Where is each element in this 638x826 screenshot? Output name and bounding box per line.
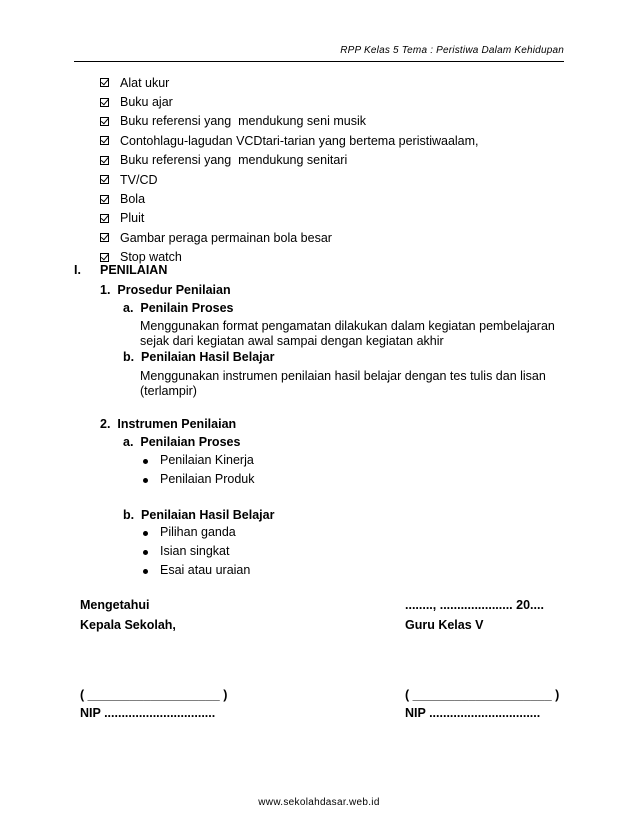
checklist-item: Stop watch <box>100 248 479 267</box>
signature-right-name-line: ( ____________________ ) <box>405 688 560 702</box>
tools-checklist <box>100 73 479 267</box>
signature-left-name-line: ( ___________________ ) <box>80 688 228 702</box>
signature-right-nip: NIP ................................ <box>405 706 541 720</box>
prosedur-a-heading: a. Penilain Proses <box>123 301 234 315</box>
instrumen-a-item: Penilaian Produk <box>160 472 255 486</box>
bullet-icon <box>143 459 148 464</box>
checklist-item: Pluit <box>100 209 479 228</box>
section-title: PENILAIAN <box>100 263 168 277</box>
header-rule <box>74 61 564 62</box>
instrumen-b-item: Esai atau uraian <box>160 563 251 577</box>
checklist-item: Bola <box>100 189 479 208</box>
signature-left-label: Mengetahui <box>80 598 150 612</box>
signature-left-title: Kepala Sekolah, <box>80 618 176 632</box>
checklist-item: Alat ukur <box>100 73 479 92</box>
checklist-item: Gambar peraga permainan bola besar <box>100 228 479 247</box>
checklist-item: Contohlagu-lagudan VCDtari-tarian yang bertema peristiwaalam, <box>100 131 479 150</box>
running-header: RPP Kelas 5 Tema : Peristiwa Dalam Kehidupan <box>340 45 564 56</box>
prosedur-a-text-line1: Menggunakan format pengamatan dilakukan dalam kegiatan pembelajaran <box>140 319 555 333</box>
instrumen-a-item: Penilaian Kinerja <box>160 453 254 467</box>
checkbox-checked-icon <box>100 214 109 223</box>
instrumen-b-item: Isian singkat <box>160 544 230 558</box>
checkbox-checked-icon <box>100 156 109 165</box>
checklist-item: Buku referensi yang mendukung seni musik <box>100 112 479 131</box>
checklist-item: TV/CD <box>100 170 479 189</box>
checklist-item: Buku ajar <box>100 92 479 111</box>
instrumen-b-heading: b. Penilaian Hasil Belajar <box>123 508 275 522</box>
instrumen-b-item: Pilihan ganda <box>160 525 236 539</box>
prosedur-b-heading: b. Penilaian Hasil Belajar <box>123 350 275 364</box>
checkbox-checked-icon <box>100 195 109 204</box>
bullet-icon <box>143 478 148 483</box>
prosedur-b-text-line1: Menggunakan instrumen penilaian hasil belajar dengan tes tulis dan lisan <box>140 369 546 383</box>
bullet-icon <box>143 531 148 536</box>
checkbox-checked-icon <box>100 233 109 242</box>
prosedur-heading: 1. Prosedur Penilaian <box>100 283 231 297</box>
checkbox-checked-icon <box>100 253 109 262</box>
bullet-icon <box>143 550 148 555</box>
bullet-icon <box>143 569 148 574</box>
signature-right-title: Guru Kelas V <box>405 618 484 632</box>
prosedur-a-text-line2: sejak dari kegiatan awal sampai dengan kegiatan akhir <box>140 334 444 348</box>
instrumen-heading: 2. Instrumen Penilaian <box>100 417 237 431</box>
checkbox-checked-icon <box>100 136 109 145</box>
prosedur-b-text-line2: (terlampir) <box>140 384 197 398</box>
checkbox-checked-icon <box>100 175 109 184</box>
checkbox-checked-icon <box>100 78 109 87</box>
checklist-item: Buku referensi yang mendukung senitari <box>100 151 479 170</box>
checkbox-checked-icon <box>100 117 109 126</box>
instrumen-a-heading: a. Penilaian Proses <box>123 435 241 449</box>
footer-url: www.sekolahdasar.web.id <box>258 797 380 808</box>
signature-date: ........, ..................... 20.... <box>405 598 544 612</box>
signature-left-nip: NIP ................................ <box>80 706 216 720</box>
section-number: I. <box>74 263 81 277</box>
checkbox-checked-icon <box>100 98 109 107</box>
